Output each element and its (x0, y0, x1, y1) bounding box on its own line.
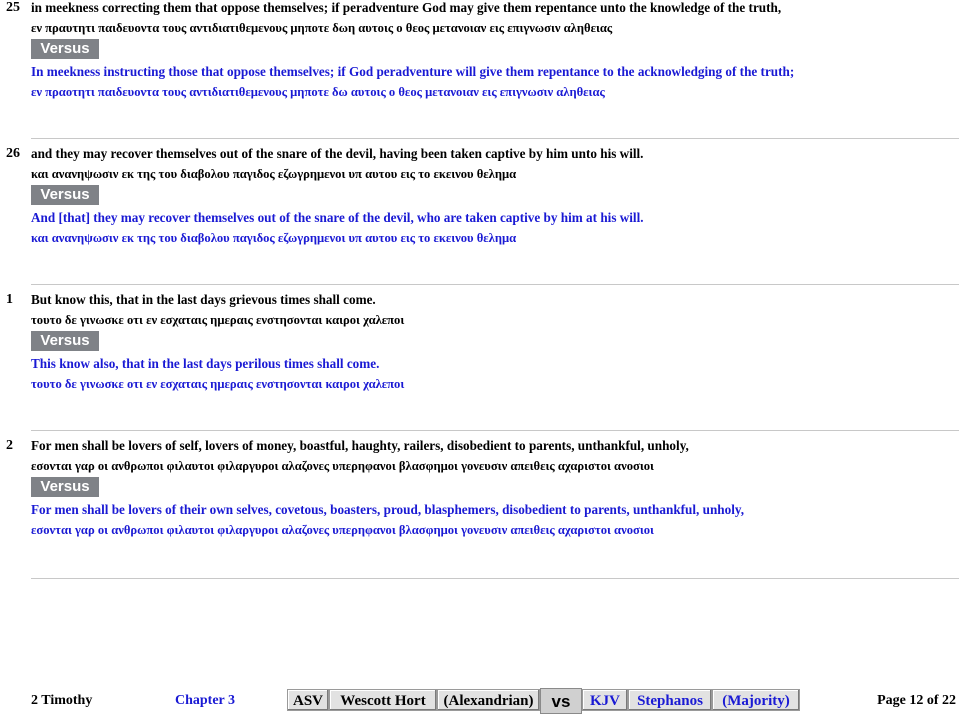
verse-number: 26 (6, 146, 20, 161)
asv-button[interactable]: ASV (287, 689, 329, 711)
greek-text-left: εν πραυτητι παιδευοντα τους αντιδιατιθεμενους μηποτε δωη αυτοις ο θεος μετανοιαν εις επιγνωσιν αληθειας (31, 21, 613, 35)
verse-number: 25 (6, 0, 20, 15)
verse-number: 2 (6, 438, 13, 453)
page-indicator: Page 12 of 22 (877, 693, 956, 708)
verse-text-left: in meekness correcting them that oppose themselves; if peradventure God may give them repentance unto the knowledge of the truth, (31, 0, 782, 15)
greek-text-right: εσονται γαρ οι ανθρωποι φιλαυτοι φιλαργυροι αλαζονες υπερηφανοι βλασφημοι γονευσιν απειθεις αχαριστοι ανοσιοι (31, 523, 654, 537)
verse-text-left: For men shall be lovers of self, lovers of money, boastful, haughty, railers, disobedient to parents, unthankful, unholy, (31, 438, 689, 453)
verse-divider (31, 578, 959, 579)
verse-text-right: For men shall be lovers of their own selves, covetous, boasters, proud, blasphemers, disobedient to parents, unthankful, unholy, (31, 502, 745, 517)
kjv-button[interactable]: KJV (582, 689, 628, 711)
page-footer (0, 688, 960, 714)
verse-text-right: In meekness instructing those that oppose themselves; if God peradventure will give them repentance to the acknowledging of the truth; (31, 64, 795, 79)
versus-label: Versus (31, 185, 99, 205)
verse-text-left: But know this, that in the last days grievous times shall come. (31, 292, 376, 307)
greek-text-left: και ανανηψωσιν εκ της του διαβολου παγιδος εζωγρημενοι υπ αυτου εις το εκεινου θελημα (31, 167, 517, 181)
versus-label: Versus (31, 331, 99, 351)
chapter-link[interactable]: Chapter 3 (175, 693, 236, 708)
verse-divider (31, 284, 959, 285)
greek-text-left: τουτο δε γινωσκε οτι εν εσχαταις ημεραις ενστησονται καιροι χαλεποι (31, 313, 405, 327)
verse-text-right: And [that] they may recover themselves out of the snare of the devil, who are taken captive by him at his will. (31, 210, 644, 225)
greek-text-right: και ανανηψωσιν εκ της του διαβολου παγιδος εζωγρημενοι υπ αυτου εις το εκεινου θελημα (31, 231, 517, 245)
greek-text-right: εν πραοτητι παιδευοντα τους αντιδιατιθεμενους μηποτε δω αυτοις ο θεος μετανοιαν εις επιγνωσιν αληθειας (31, 85, 605, 99)
wescott-hort-button[interactable]: Wescott Hort (329, 689, 437, 711)
book-title: 2 Timothy (31, 693, 93, 708)
verse-divider (31, 138, 959, 139)
verse-text-right: This know also, that in the last days perilous times shall come. (31, 356, 380, 371)
alexandrian-button[interactable]: (Alexandrian) (437, 689, 540, 711)
vs-label: vs (540, 688, 582, 714)
verse-number: 1 (6, 292, 13, 307)
stephanos-button[interactable]: Stephanos (628, 689, 712, 711)
greek-text-right: τουτο δε γινωσκε οτι εν εσχαταις ημεραις ενστησονται καιροι χαλεποι (31, 377, 405, 391)
majority-button[interactable]: (Majority) (712, 689, 800, 711)
verse-divider (31, 430, 959, 431)
versus-label: Versus (31, 477, 99, 497)
versus-label: Versus (31, 39, 99, 59)
verse-text-left: and they may recover themselves out of the snare of the devil, having been taken captive by him unto his will. (31, 146, 644, 161)
greek-text-left: εσονται γαρ οι ανθρωποι φιλαυτοι φιλαργυροι αλαζονες υπερηφανοι βλασφημοι γονευσιν απειθεις αχαριστοι ανοσιοι (31, 459, 654, 473)
